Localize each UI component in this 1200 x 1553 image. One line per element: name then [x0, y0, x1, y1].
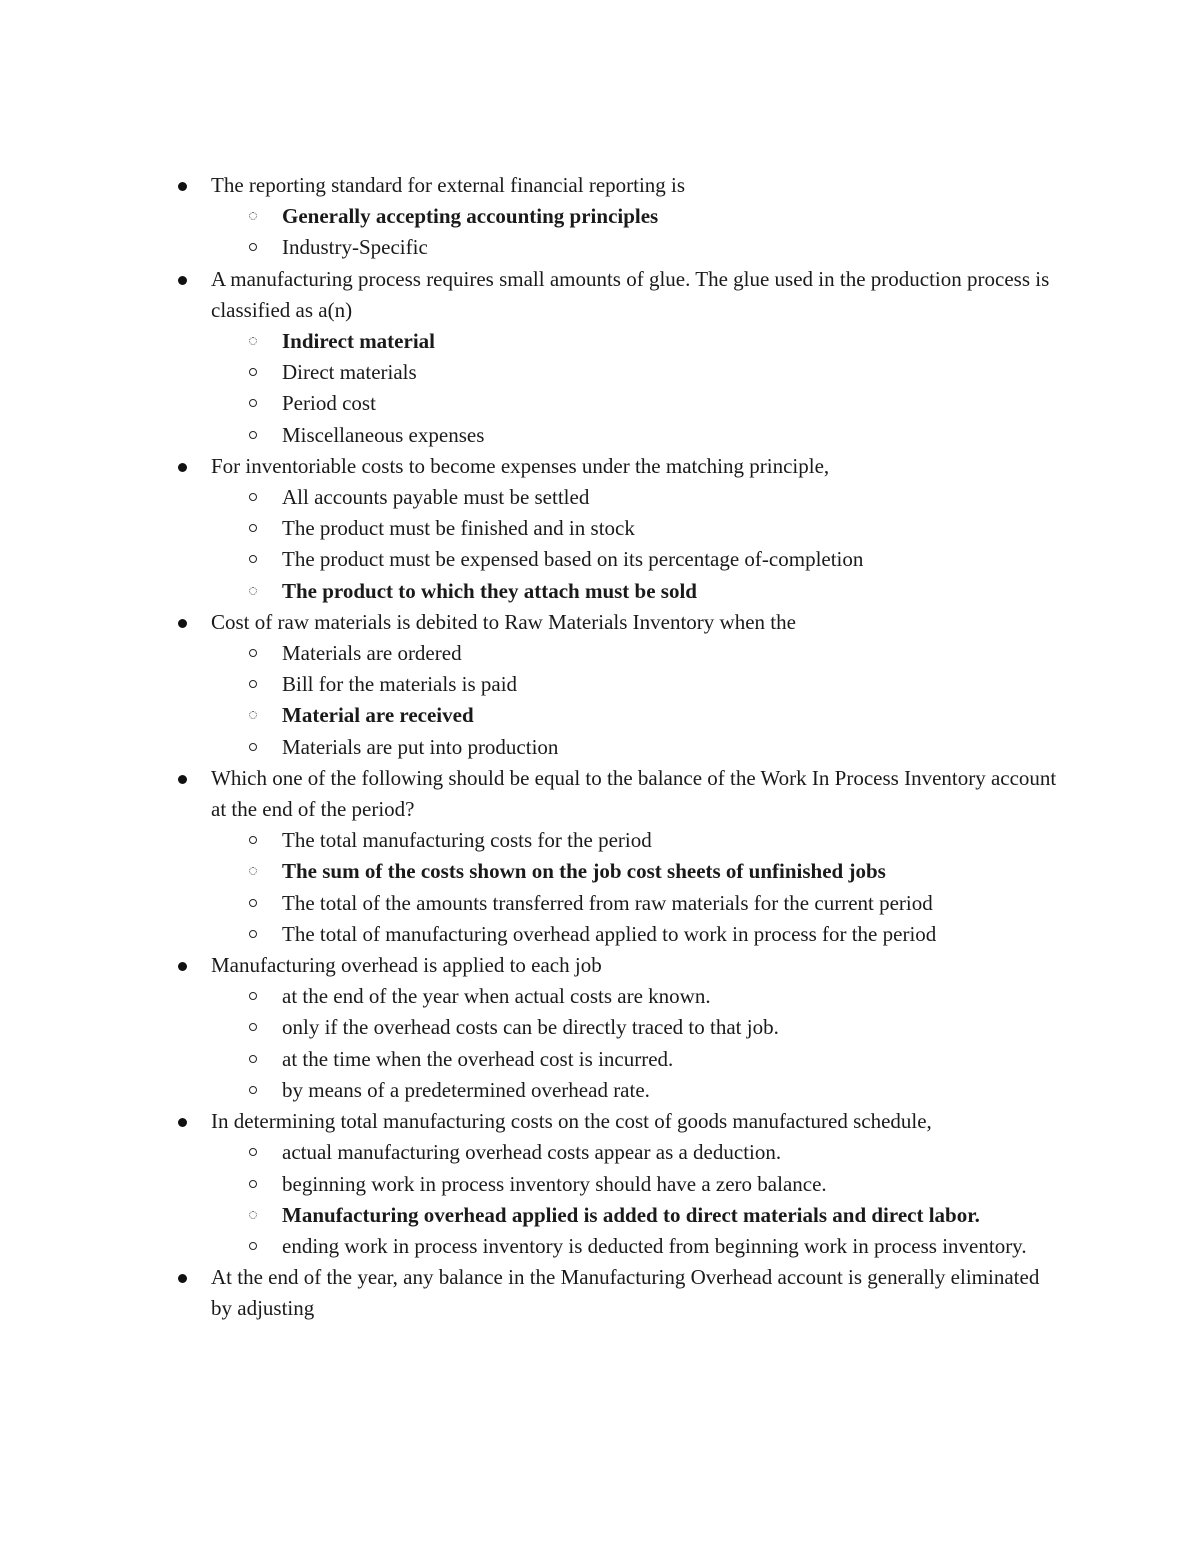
- answer-text: Period cost: [282, 391, 376, 416]
- bullet-icon: [178, 276, 187, 285]
- answer-text: The total of the amounts transferred from raw materials for the current period: [282, 890, 933, 915]
- circle-icon: [249, 555, 257, 563]
- answer-option: [211, 576, 1060, 607]
- answer-text: The product must be expensed based on its percentage of-completion: [282, 547, 864, 572]
- answer-text: The sum of the costs shown on the job cost sheets of unfinished jobs: [282, 859, 886, 884]
- answer-option: [211, 513, 1060, 544]
- answer-text: by means of a predetermined overhead rate.: [282, 1077, 650, 1102]
- circle-icon: [249, 1242, 257, 1250]
- answer-text: Materials are ordered: [282, 641, 462, 666]
- selected-circle-icon: [249, 867, 257, 875]
- bullet-icon: [178, 619, 187, 628]
- circle-icon: [249, 243, 257, 251]
- answer-list: [211, 482, 1060, 607]
- question-5: [0, 763, 1200, 950]
- answer-text: Generally accepting accounting principles: [282, 204, 659, 229]
- answer-option: [211, 981, 1060, 1012]
- answer-text: Bill for the materials is paid: [282, 672, 518, 697]
- bullet-icon: [178, 463, 187, 472]
- circle-icon: [249, 1086, 257, 1094]
- question-3: [0, 451, 1200, 607]
- circle-icon: [249, 930, 257, 938]
- selected-circle-icon: [249, 1211, 257, 1219]
- circle-icon: [249, 524, 257, 532]
- selected-circle-icon: [249, 587, 257, 595]
- answer-option: [211, 326, 1060, 357]
- answer-option: [211, 1231, 1060, 1262]
- circle-icon: [249, 431, 257, 439]
- answer-list: [211, 825, 1060, 950]
- answer-option: [211, 388, 1060, 419]
- question-text: Cost of raw materials is debited to Raw Materials Inventory when the: [211, 609, 796, 634]
- circle-icon: [249, 680, 257, 688]
- answer-option: [211, 232, 1060, 263]
- answer-option: [211, 1169, 1060, 1200]
- answer-text: The total manufacturing costs for the period: [282, 828, 652, 853]
- answer-text: Indirect material: [282, 329, 435, 354]
- circle-icon: [249, 899, 257, 907]
- answer-option: [211, 856, 1060, 887]
- circle-icon: [249, 1148, 257, 1156]
- question-text: The reporting standard for external financial reporting is: [211, 173, 686, 197]
- circle-icon: [249, 493, 257, 501]
- answer-text: at the time when the overhead cost is incurred.: [282, 1046, 674, 1071]
- question-2: [0, 264, 1200, 451]
- question-6: [0, 950, 1200, 1106]
- circle-icon: [249, 836, 257, 844]
- answer-option: [211, 888, 1060, 919]
- answer-text: All accounts payable must be settled: [282, 485, 590, 510]
- selected-circle-icon: [249, 212, 257, 220]
- answer-option: [211, 669, 1060, 700]
- answer-text: Materials are put into production: [282, 734, 559, 759]
- answer-option: [211, 825, 1060, 856]
- answer-option: [211, 700, 1060, 731]
- answer-option: [211, 732, 1060, 763]
- answer-option: [211, 1200, 1060, 1231]
- question-text: Which one of the following should be equal to the balance of the Work In Process Inventory account at the end of the period?: [211, 765, 1057, 822]
- answer-option: [211, 357, 1060, 388]
- answer-list: [211, 981, 1060, 1106]
- selected-circle-icon: [249, 337, 257, 345]
- circle-icon: [249, 992, 257, 1000]
- selected-circle-icon: [249, 711, 257, 719]
- bullet-icon: [178, 962, 187, 971]
- question-8: [0, 1262, 1200, 1324]
- answer-option: [211, 1075, 1060, 1106]
- answer-text: Material are received: [282, 703, 474, 728]
- answer-option: [211, 1137, 1060, 1168]
- answer-option: [211, 482, 1060, 513]
- answer-text: Direct materials: [282, 360, 417, 385]
- answer-list: [211, 638, 1060, 763]
- bullet-icon: [178, 775, 187, 784]
- answer-text: beginning work in process inventory should have a zero balance.: [282, 1171, 827, 1196]
- answer-text: Manufacturing overhead applied is added to direct materials and direct labor.: [282, 1202, 980, 1227]
- bullet-icon: [178, 1274, 187, 1283]
- answer-option: [211, 201, 1060, 232]
- circle-icon: [249, 649, 257, 657]
- circle-icon: [249, 399, 257, 407]
- question-text: For inventoriable costs to become expenses under the matching principle,: [211, 453, 830, 478]
- answer-option: [211, 544, 1060, 575]
- question-text: A manufacturing process requires small amounts of glue. The glue used in the production process is classified as a(n): [211, 266, 1050, 322]
- question-1: [0, 170, 1200, 264]
- circle-icon: [249, 1023, 257, 1031]
- document-page: [0, 170, 1200, 1325]
- answer-list: [211, 326, 1060, 451]
- circle-icon: [249, 368, 257, 376]
- answer-option: [211, 1012, 1060, 1043]
- answer-option: [211, 638, 1060, 669]
- answer-text: ending work in process inventory is deducted from beginning work in process inventory.: [282, 1233, 1027, 1258]
- answer-text: The product must be finished and in stock: [282, 516, 635, 541]
- answer-text: The total of manufacturing overhead applied to work in process for the period: [282, 921, 937, 946]
- question-4: [0, 607, 1200, 763]
- answer-text: The product to which they attach must be sold: [282, 578, 697, 603]
- answer-text: Miscellaneous expenses: [282, 422, 485, 447]
- circle-icon: [249, 743, 257, 751]
- circle-icon: [249, 1180, 257, 1188]
- answer-list: [211, 201, 1060, 263]
- bullet-icon: [178, 182, 187, 191]
- answer-text: only if the overhead costs can be directly traced to that job.: [282, 1015, 779, 1040]
- circle-icon: [249, 1055, 257, 1063]
- answer-text: actual manufacturing overhead costs appear as a deduction.: [282, 1140, 782, 1165]
- answer-list: [211, 1137, 1060, 1262]
- answer-text: at the end of the year when actual costs are known.: [282, 984, 711, 1009]
- answer-option: [211, 919, 1060, 950]
- answer-text: Industry-Specific: [282, 235, 428, 260]
- question-7: [0, 1106, 1200, 1262]
- question-text: Manufacturing overhead is applied to each job: [211, 953, 602, 978]
- question-text: At the end of the year, any balance in the Manufacturing Overhead account is generally eliminated by adjusting: [211, 1265, 1040, 1321]
- answer-option: [211, 420, 1060, 451]
- question-text: In determining total manufacturing costs on the cost of goods manufactured schedule,: [211, 1109, 932, 1134]
- bullet-icon: [178, 1118, 187, 1127]
- answer-option: [211, 1044, 1060, 1075]
